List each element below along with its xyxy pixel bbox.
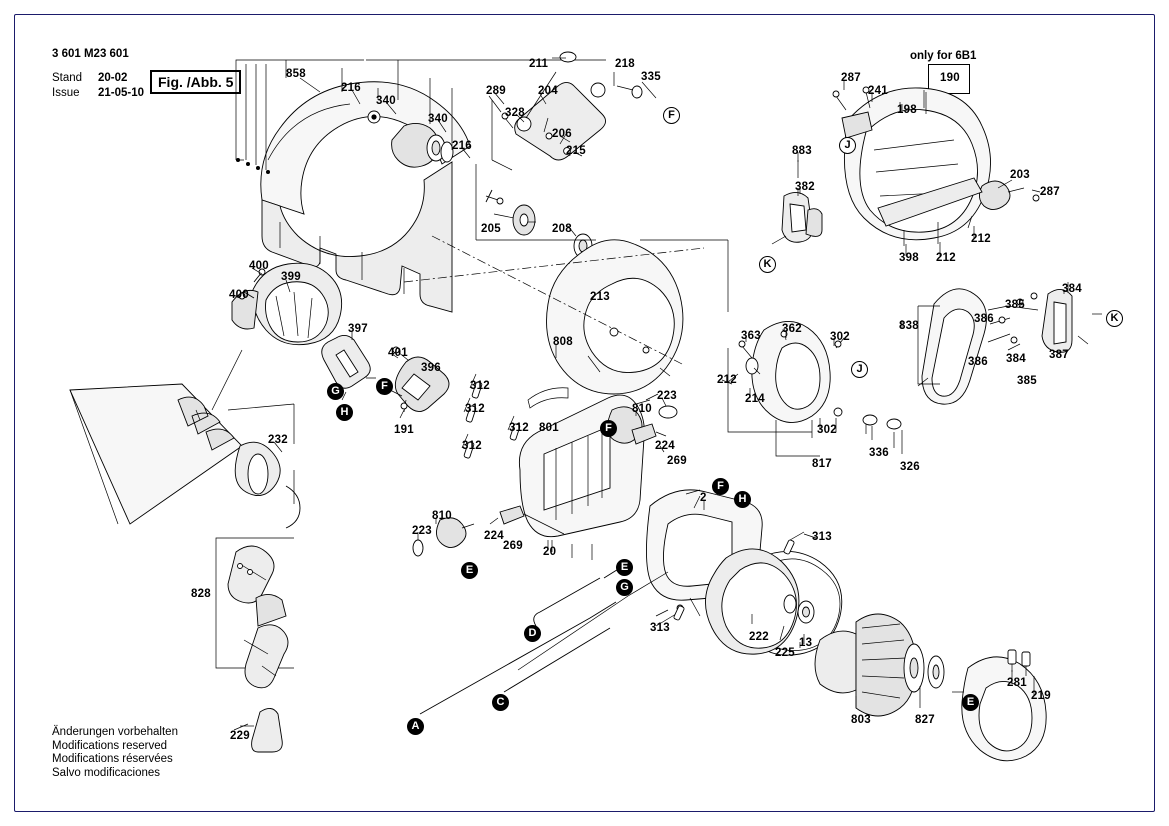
part-callout-363: 363 xyxy=(741,330,761,342)
part-callout-810: 810 xyxy=(632,403,652,415)
footer-line-en: Modifications reserved xyxy=(52,739,168,752)
letter-marker-a: A xyxy=(407,718,424,735)
part-callout-269: 269 xyxy=(667,455,687,467)
part-callout-808: 808 xyxy=(553,336,573,348)
letter-marker-j: J xyxy=(839,137,856,154)
letter-marker-h: H xyxy=(336,404,353,421)
part-callout-229: 229 xyxy=(230,730,250,742)
part-callout-212: 212 xyxy=(717,374,737,386)
part-callout-313: 313 xyxy=(812,531,832,543)
part-callout-216: 216 xyxy=(452,140,472,152)
only-for-note: only for 6B1 xyxy=(910,50,977,62)
letter-marker-k: K xyxy=(1106,310,1123,327)
part-callout-858: 858 xyxy=(286,68,306,80)
part-callout-399: 399 xyxy=(281,271,301,283)
part-callout-401: 401 xyxy=(388,347,408,359)
hose-assembly-group xyxy=(70,350,300,752)
part-callout-312: 312 xyxy=(470,380,490,392)
issue-label: Issue xyxy=(52,87,80,99)
part-callout-204: 204 xyxy=(538,85,558,97)
part-callout-218: 218 xyxy=(615,58,635,70)
part-callout-335: 335 xyxy=(641,71,661,83)
armature-group xyxy=(705,549,1046,761)
part-callout-386: 386 xyxy=(974,313,994,325)
part-callout-214: 214 xyxy=(745,393,765,405)
part-callout-222: 222 xyxy=(749,631,769,643)
part-callout-312: 312 xyxy=(509,422,529,434)
part-callout-302: 302 xyxy=(817,424,837,436)
part-callout-206: 206 xyxy=(552,128,572,140)
part-callout-224: 224 xyxy=(484,530,504,542)
part-callout-289: 289 xyxy=(486,85,506,97)
part-callout-883: 883 xyxy=(792,145,812,157)
part-callout-397: 397 xyxy=(348,323,368,335)
letter-marker-f: F xyxy=(712,478,729,495)
part-callout-225: 225 xyxy=(775,647,795,659)
part-callout-340: 340 xyxy=(376,95,396,107)
part-callout-208: 208 xyxy=(552,223,572,235)
part-callout-2: 2 xyxy=(700,492,707,504)
part-callout-385: 385 xyxy=(1017,375,1037,387)
handle-cover-group xyxy=(918,289,986,404)
letter-marker-f: F xyxy=(663,107,680,124)
issue-date: 21-05-10 xyxy=(98,87,145,99)
part-callout-213: 213 xyxy=(590,291,610,303)
brush-assembly-group xyxy=(988,282,1102,352)
part-callout-313: 313 xyxy=(650,622,670,634)
part-callout-400: 400 xyxy=(249,260,269,272)
part-callout-827: 827 xyxy=(915,714,935,726)
motor-housing-group xyxy=(413,374,677,560)
letter-marker-h: H xyxy=(734,491,751,508)
letter-marker-e: E xyxy=(461,562,478,579)
part-number: 3 601 M23 601 xyxy=(52,48,129,60)
part-callout-387: 387 xyxy=(1049,349,1069,361)
part-callout-398: 398 xyxy=(899,252,919,264)
part-callout-302: 302 xyxy=(830,331,850,343)
part-callout-810: 810 xyxy=(432,510,452,522)
part-callout-801: 801 xyxy=(539,422,559,434)
part-callout-223: 223 xyxy=(412,525,432,537)
part-callout-224: 224 xyxy=(655,440,675,452)
letter-marker-f: F xyxy=(376,378,393,395)
part-callout-803: 803 xyxy=(851,714,871,726)
part-callout-219: 219 xyxy=(1031,690,1051,702)
part-callout-312: 312 xyxy=(462,440,482,452)
part-callout-312: 312 xyxy=(465,403,485,415)
stand-date: 20-02 xyxy=(98,72,128,84)
part-callout-269: 269 xyxy=(503,540,523,552)
part-callout-396: 396 xyxy=(421,362,441,374)
part-callout-190: 190 xyxy=(940,72,960,84)
letter-marker-e: E xyxy=(616,559,633,576)
letter-marker-k: K xyxy=(759,256,776,273)
part-callout-382: 382 xyxy=(795,181,815,193)
part-callout-241: 241 xyxy=(868,85,888,97)
part-callout-191: 191 xyxy=(394,424,414,436)
part-callout-400: 400 xyxy=(229,289,249,301)
part-callout-212: 212 xyxy=(971,233,991,245)
letter-marker-f: F xyxy=(600,420,617,437)
footer-line-es: Salvo modificaciones xyxy=(52,766,161,779)
part-callout-336: 336 xyxy=(869,447,889,459)
part-callout-287: 287 xyxy=(1040,186,1060,198)
part-callout-20: 20 xyxy=(543,546,557,558)
part-callout-198: 198 xyxy=(897,104,917,116)
part-callout-384: 384 xyxy=(1006,353,1026,365)
part-callout-211: 211 xyxy=(529,58,549,70)
letter-marker-e: E xyxy=(962,694,979,711)
part-callout-340: 340 xyxy=(428,113,448,125)
letter-marker-c: C xyxy=(492,694,509,711)
part-callout-212: 212 xyxy=(936,252,956,264)
part-callout-384: 384 xyxy=(1062,283,1082,295)
part-callout-281: 281 xyxy=(1007,677,1027,689)
part-callout-223: 223 xyxy=(657,390,677,402)
part-callout-362: 362 xyxy=(782,323,802,335)
part-callout-232: 232 xyxy=(268,434,288,446)
figure-label: Fig. /Abb. 5 xyxy=(150,70,241,94)
footer-line-fr: Modifications réservées xyxy=(52,753,173,765)
stand-label: Stand xyxy=(52,72,83,84)
part-callout-328: 328 xyxy=(505,107,525,119)
part-callout-828: 828 xyxy=(191,588,211,600)
part-callout-386: 386 xyxy=(968,356,988,368)
part-callout-287: 287 xyxy=(841,72,861,84)
part-callout-326: 326 xyxy=(900,461,920,473)
part-callout-216: 216 xyxy=(341,82,361,94)
letter-marker-g: G xyxy=(327,383,344,400)
part-callout-215: 215 xyxy=(566,145,586,157)
letter-marker-d: D xyxy=(524,625,541,642)
letter-marker-g: G xyxy=(616,579,633,596)
part-callout-817: 817 xyxy=(812,458,832,470)
part-callout-13: 13 xyxy=(799,637,813,649)
footer-line-de: Änderungen vorbehalten xyxy=(52,726,178,738)
part-callout-838: 838 xyxy=(899,320,919,332)
part-callout-385: 385 xyxy=(1005,299,1025,311)
part-callout-205: 205 xyxy=(481,223,501,235)
part-callout-203: 203 xyxy=(1010,169,1030,181)
letter-marker-j: J xyxy=(851,361,868,378)
guard-housing-group xyxy=(404,164,728,394)
